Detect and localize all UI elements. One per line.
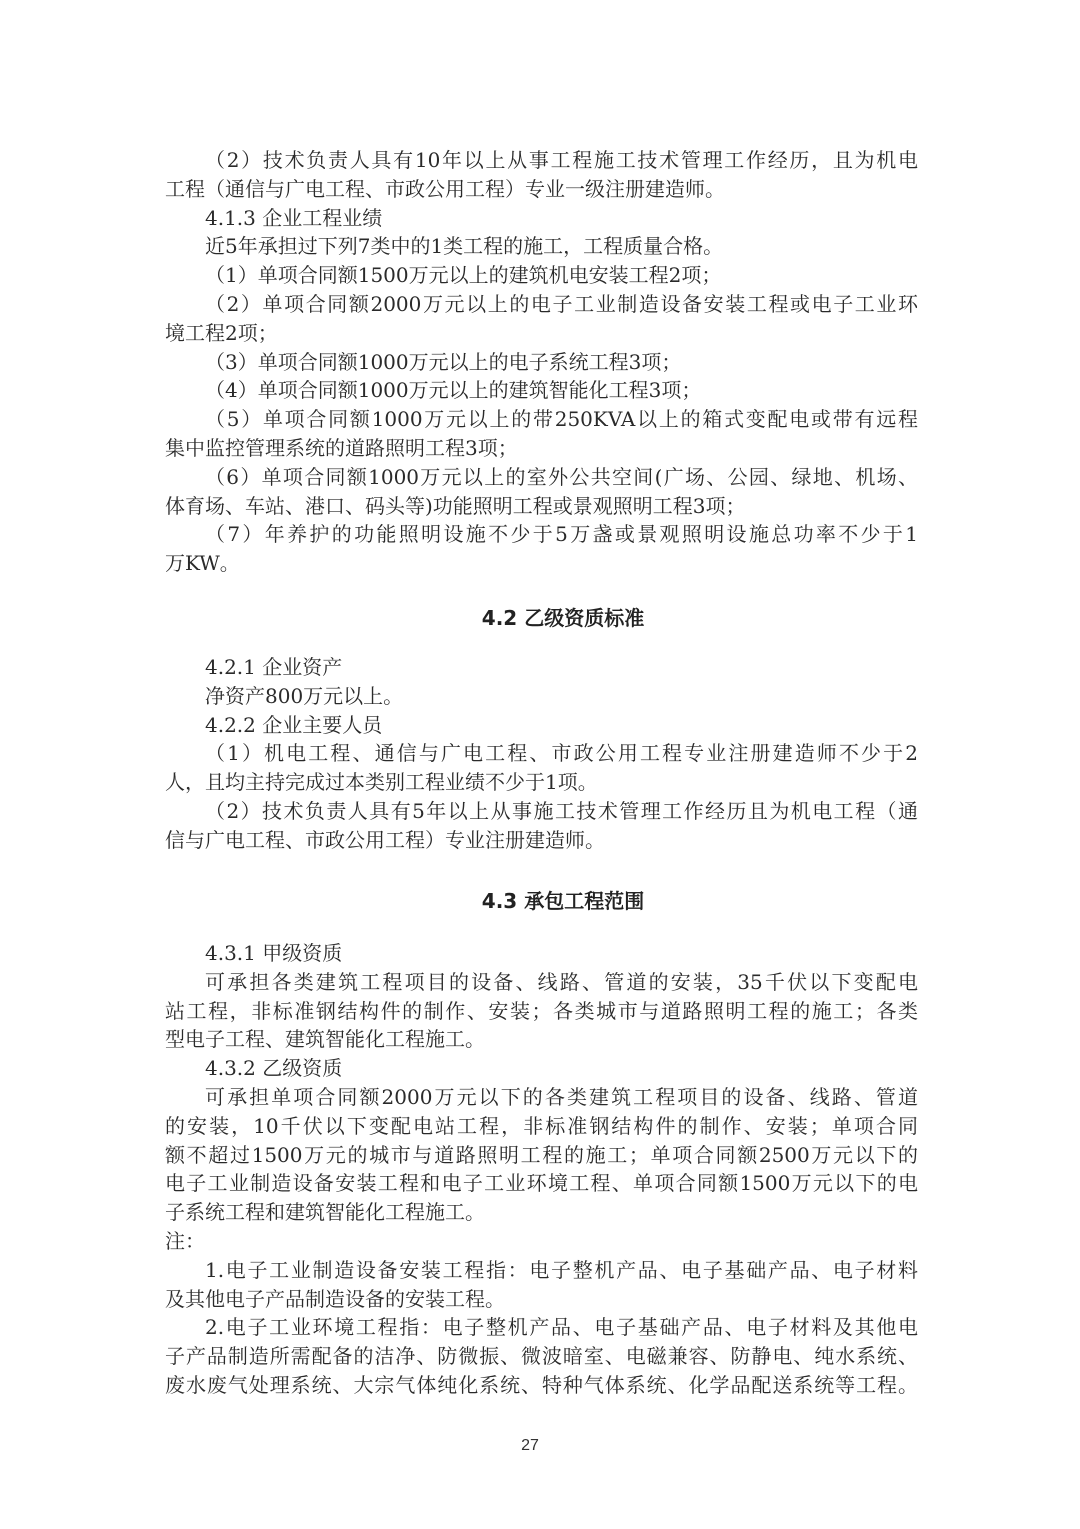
- text-line: 集中监控管理系统的道路照明工程3项；: [165, 435, 518, 460]
- text-line: 万KW。: [165, 551, 240, 576]
- text-line: 近5年承担过下列7类中的1类工程的施工，工程质量合格。: [205, 234, 724, 259]
- list-item: （6）单项合同额1000万元以上的室外公共空间(广场、公园、绿地、机场、: [205, 464, 918, 489]
- text-line: 工程（通信与广电工程、市政公用工程）专业一级注册建造师。: [165, 176, 725, 201]
- text-line: 子产品制造所需配备的洁净、防微振、微波暗室、电磁兼容、防静电、纯水系统、: [165, 1344, 918, 1369]
- list-item: （1）单项合同额1500万元以上的建筑机电安装工程2项；: [205, 263, 722, 288]
- note-item: 1.电子工业制造设备安装工程指：电子整机产品、电子基础产品、电子材料: [205, 1257, 918, 1282]
- section-4-2: [165, 653, 918, 855]
- list-item: （3）单项合同额1000万元以上的电子系统工程3项；: [205, 349, 682, 374]
- note-item: 2.电子工业环境工程指：电子整机产品、电子基础产品、电子材料及其他电: [205, 1315, 918, 1340]
- subsection-heading: 4.3.1 甲级资质: [205, 941, 343, 965]
- subsection-heading: 4.3.2 乙级资质: [205, 1056, 343, 1081]
- subsection-heading: 4.1.3 企业工程业绩: [205, 205, 383, 230]
- subsection-heading: 4.2.2 企业主要人员: [205, 712, 383, 737]
- text-line: 人，且均主持完成过本类别工程业绩不少于1项。: [165, 770, 598, 795]
- text-line: 型电子工程、建筑智能化工程施工。: [165, 1027, 485, 1052]
- text-line: 净资产800万元以上。: [205, 683, 404, 708]
- text-line: 的安装，10千伏以下变配电站工程，非标准钢结构件的制作、安装；单项合同: [165, 1113, 918, 1138]
- subsection-heading: 4.2.1 企业资产: [205, 655, 343, 679]
- text-line: 站工程，非标准钢结构件的制作、安装；各类城市与道路照明工程的施工；各类: [165, 998, 918, 1023]
- list-item: （2）单项合同额2000万元以上的电子工业制造设备安装工程或电子工业环: [205, 291, 918, 316]
- text-line: 及其他电子产品制造设备的安装工程。: [165, 1286, 505, 1311]
- text-line: 体育场、车站、港口、码头等)功能照明工程或景观照明工程3项；: [165, 493, 746, 518]
- text-line: 子系统工程和建筑智能化工程施工。: [165, 1200, 485, 1225]
- text-line: 信与广电工程、市政公用工程）专业注册建造师。: [165, 827, 605, 852]
- list-item: （4）单项合同额1000万元以上的建筑智能化工程3项；: [205, 378, 702, 403]
- text-line: 电子工业制造设备安装工程和电子工业环境工程、单项合同额1500万元以下的电: [165, 1171, 918, 1196]
- section-heading-4-2: 4.2 乙级资质标准: [481, 606, 645, 630]
- text-line: 可承担单项合同额2000万元以下的各类建筑工程项目的设备、线路、管道: [205, 1084, 918, 1109]
- list-item: （1）机电工程、通信与广电工程、市政公用工程专业注册建造师不少于2: [205, 741, 918, 766]
- text-line: 废水废气处理系统、大宗气体纯化系统、特种气体系统、化学品配送系统等工程。: [165, 1372, 918, 1397]
- list-item: （5）单项合同额1000万元以上的带250KVA以上的箱式变配电或带有远程: [205, 407, 918, 432]
- note-label: 注：: [165, 1228, 205, 1253]
- page-number: 27: [521, 1437, 539, 1454]
- text-line: （2）技术负责人具有10年以上从事工程施工技术管理工作经历，且为机电: [205, 148, 918, 172]
- text-line: 额不超过1500万元的城市与道路照明工程的施工；单项合同额2500万元以下的: [165, 1142, 918, 1167]
- list-item: （7）年养护的功能照明设施不少于5万盏或景观照明设施总功率不少于1: [205, 522, 918, 547]
- text-line: 可承担各类建筑工程项目的设备、线路、管道的安装，35千伏以下变配电: [205, 969, 918, 994]
- text-line: 境工程2项；: [165, 320, 278, 345]
- section-4-1-continued: [165, 146, 918, 578]
- section-4-3: [165, 939, 918, 1400]
- list-item: （2）技术负责人具有5年以上从事施工技术管理工作经历且为机电工程（通: [205, 798, 918, 823]
- section-heading-4-3: 4.3 承包工程范围: [481, 889, 645, 913]
